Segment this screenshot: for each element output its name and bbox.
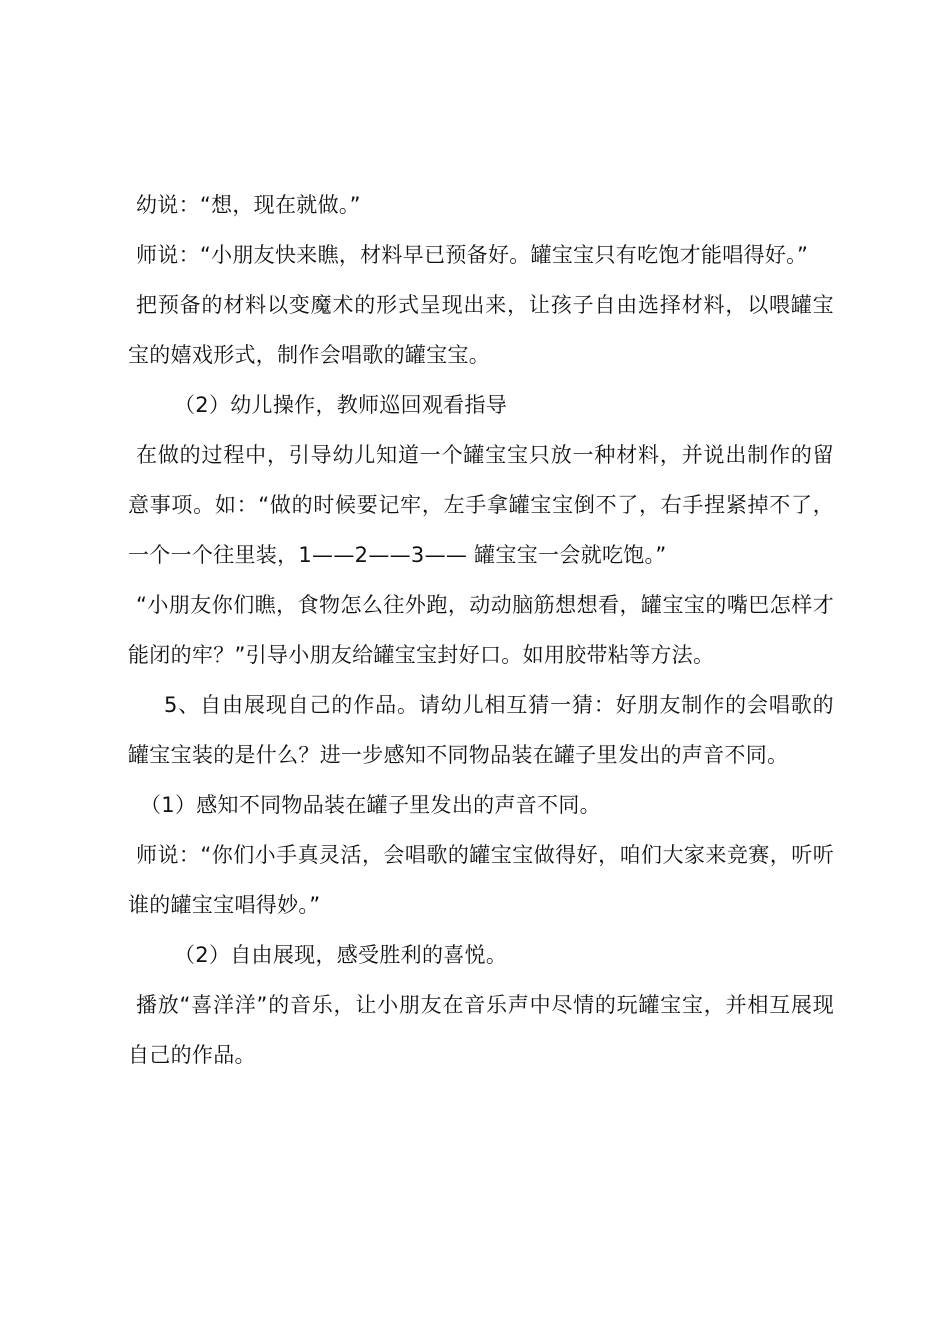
paragraph-9: 师说：“你们小手真灵活，会唱歌的罐宝宝做得好，咱们大家来竞赛，听听谁的罐宝宝唱得妙。” [128,843,834,917]
paragraph-7: 5、自由展现自己的作品。请幼儿相互猜一猜：好朋友制作的会唱歌的罐宝宝装的是什么？进一步感知不同物品装在罐子里发出的声音不同。 [128,693,834,767]
paragraph-1: 幼说：“想，现在就做。” [136,193,361,217]
paragraph-5: 在做的过程中，引导幼儿知道一个罐宝宝只放一种材料，并说出制作的留意事项。如：“做的时候要记牢，左手拿罐宝宝倒不了，右手捏紧掉不了，一个一个往里装，1——2——3—— 罐宝宝一会就吃饱。” [128,443,834,567]
paragraph-4: （2）幼儿操作，教师巡回观看指导 [174,393,508,417]
paragraph-3: 把预备的材料以变魔术的形式呈现出来，让孩子自由选择材料，以喂罐宝宝的嬉戏形式，制作会唱歌的罐宝宝。 [128,293,834,367]
paragraph-6: “小朋友你们瞧，食物怎么往外跑，动动脑筋想想看，罐宝宝的嘴巴怎样才能闭的牢？”引导小朋友给罐宝宝封好口。如用胶带粘等方法。 [128,593,834,667]
paragraph-8: （1）感知不同物品装在罐子里发出的声音不同。 [140,793,601,817]
document-body [128,180,834,1080]
paragraph-2: 师说：“小朋友快来瞧，材料早已预备好。罐宝宝只有吃饱才能唱得好。” [136,243,809,267]
paragraph-11: 播放“喜洋洋”的音乐，让小朋友在音乐声中尽情的玩罐宝宝，并相互展现自己的作品。 [128,993,834,1067]
paragraph-10: （2）自由展现，感受胜利的喜悦。 [174,943,508,967]
